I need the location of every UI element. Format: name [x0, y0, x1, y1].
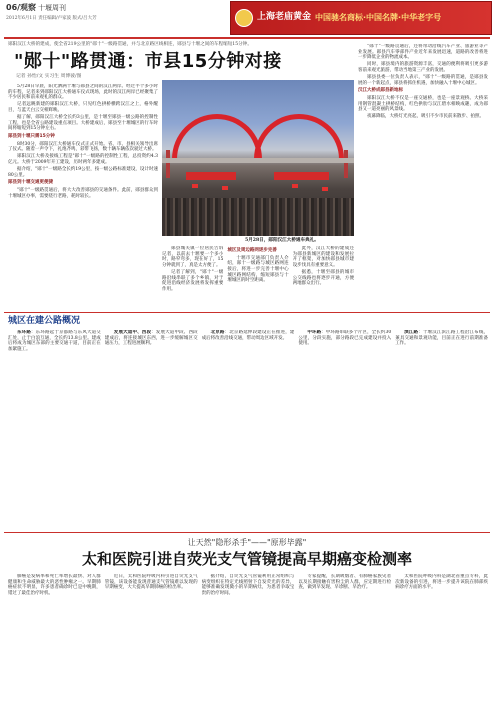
page-label: 06/观察 十堰周刊 [6, 3, 67, 12]
medical-rule [4, 532, 490, 533]
bridge-photo [162, 80, 354, 236]
lead-deck: 郧阳汉江大桥的建成，使全省219公里的"郧十"一级路贯通，并与北京路区线相连，郧县与十堰之间的车程缩短15分钟。 [8, 42, 252, 47]
lead-left-columns [8, 84, 158, 307]
ad-brand: 上海老庙黄金 [257, 12, 312, 23]
section-label: 十堰周刊 [38, 4, 67, 12]
roads-columns [8, 330, 488, 382]
lead-col-1: 5月28日早晨，阳光洒满十堰与郧县之间的汉江两岸。经过半个多小时的车程，记者来到郧阳汉江大桥通车仪式现场，此时的汉江两岸已经聚集了不少居民和前来观礼的群众。 记者远眺新建的郧阳汉江大桥，只见红色拱桥横跨汉江之上，格外醒目，与蓝天白云交相辉映。 据了解，郧阳汉江大桥全长约3公里，是十堰至郧县一级公路的控制性工程，也是全省公路建设重点项目。大桥建成后，郧县至十堰城区的行车时间将缩短到15分钟左右。 郧县到十堰只需15分钟 8时30分，郧阳汉江大桥通车仪式正式开始。省、市、县相关领导出席了仪式。随着一声令下，礼炮齐鸣，彩带飞扬，数十辆车辆依次驶过大桥。 郧阳汉江大桥及接线工程是"郧十"一级路的控制性工程，总投资约4.3亿元。大桥于2009年开工建设，历时两年多建成。 据介绍，"郧十"一级路全长约19公里，按一级公路标准建设，设计时速80公里。 郧县到十堰交通更便捷 "郧十"一级路贯通后，将大大改善郧县的交通条件。此前，郧县群众到十堰城区办事，需要绕行老路，耗时较长。 [8, 84, 158, 199]
photo-caption: 5月28日，郧阳汉江大桥通车典礼。 [245, 238, 319, 243]
date-line: 2012年6月1日 责任编辑/卢家波 版式/吕大芳 [6, 16, 97, 21]
ad-slogan: 中国驰名商标·中国名牌·中华老字号 [315, 13, 442, 22]
subhead-roadnet: 城区及周边路网逐步完善 [227, 248, 277, 253]
banner-left [186, 172, 236, 180]
page-header [0, 0, 494, 38]
lead-byline: 记者 孙怡/文 实习生 周博彼/图 [16, 74, 82, 79]
header-ad [230, 1, 492, 35]
road-entry: 中环路：中环路串联多个片区，全长约30公里，分段实施，部分路段已完成建设并投入使用。 [298, 330, 392, 347]
subhead-traffic: 郧县到十堰交通更便捷 [8, 180, 53, 186]
road-entry: 滨江路：十堰汉江滨江路工程沿江布线，兼具交通和景观功能，目前正在进行前期准备工作。 [395, 330, 488, 347]
medical-headline: 太和医院引进自荧光支气管镜提高早期癌变检测率 [81, 550, 412, 568]
bridge-arch-right [254, 114, 344, 160]
header-rule [4, 37, 490, 39]
medical-columns: 肺癌是发病率和死亡率增长最快、对人群健康和生命威胁最大的恶性肿瘤之一。早期肺癌症状不明显，许多患者确诊时已是中晚期，错过了最佳治疗时机。 近日，太和医院呼吸内科引进自荧光支气管镜，该设备能发现普通支气管镜难以发现的早期癌变，大大提高早期肺癌的检出率。 据介绍，自荧光支气管镜利用正常组织与病变组织在特定光线照射下自发荧光的差异，能够准确发现微小的早期病灶，为患者争取宝贵的治疗时间。 专家提醒，长期吸烟者、有肺癌家族史者以及长期接触有害粉尘的人群，应定期进行检查，做到早发现、早诊断、早治疗。 太和医院呼吸内科是湖北省重点专科，此次新设备的引进，将进一步提升该院在肺部疾病诊疗方面的水平。 [8, 574, 488, 596]
road-entry: 北京路：北京路延伸段建设正在推进，建成后将改善沿线交通，带动周边区域开发。 [201, 330, 295, 341]
bridge-deck [162, 158, 354, 163]
subhead-landmark: 汉江大桥成郧县新地标 [358, 88, 403, 94]
subhead-15min: 郧县到十堰只需15分钟 [8, 134, 55, 139]
lead-middle-columns: 郧县城关镇一位居民告诉记者，以前去十堰要一个多小时，路窄弯多，现在好了，15分钟就到了，真是太方便了。 记者了解到，"郧十"一级路沿线串联了多个乡镇，对于促进沿线经济发展将发挥重要作用。 城区及周边路网逐步完善 十堰市交通部门负责人介绍，郧十一级路与城区路网连接后，将进一步完善十堰中心城区路网结构，缩短郧县与十堰城区的时空距离。 此外，汉江大桥的建成还为郧县新城区的建设和发展拉开了框架，对加快郧县城市建设步伐具有重要意义。 据悉，十堰至郧县的城市公交线路也将逐步开通，方便两地群众出行。 [162, 246, 354, 292]
bridge-arch-left [172, 114, 262, 160]
crowd [162, 198, 354, 236]
roads-title: 城区在建公路概况 [8, 316, 81, 326]
road-entry: 东环路：东环路起于京都路与东风大道交汇处，止于白浪互通，全长约13.8公里。建成后将成为城区东部的主要交通干道，目前正在加紧施工。 [8, 330, 101, 352]
lead-headline: "郧十"路贯通：市县15分钟对接 [14, 51, 282, 72]
ad-logo-icon [235, 9, 253, 27]
road-entry: 发展大道中、西段：发展大道中段、西段建成后，将连接城区东西，进一步缓解城区交通压力，工程进展顺利。 [104, 330, 198, 347]
medical-kicker: 让天然"隐形杀手"——"原形毕露" [187, 538, 307, 547]
roads-rule [4, 312, 490, 313]
lead-right-columns: "郧十"一级路贯通后，还将带动沿线汽车产业、旅游业等产业发展。郧县汽车零部件产业近年来发展迅速，道路的改善将进一步降低企业的物流成本。 同时，郧县境内的旅游资源丰富，交通的便利将吸引更多游客前来观光旅游，带动当地第三产业的发展。 郧县县委一位负责人表示，"郧十"一级路的贯通，是郧县发展的一个新起点，郧县将抓住机遇，加快融入十堰中心城区。 汉江大桥成郧县新地标 郧阳汉江大桥不仅是一座交通桥，也是一座景观桥。大桥采用钢管混凝土拱桥结构，红色拱肋与汉江碧水相映成趣，成为郧县又一道亮丽的风景线。 夜幕降临，大桥灯光亮起，吸引不少市民前来散步、拍照。 [358, 44, 488, 120]
banner-right [274, 172, 329, 180]
